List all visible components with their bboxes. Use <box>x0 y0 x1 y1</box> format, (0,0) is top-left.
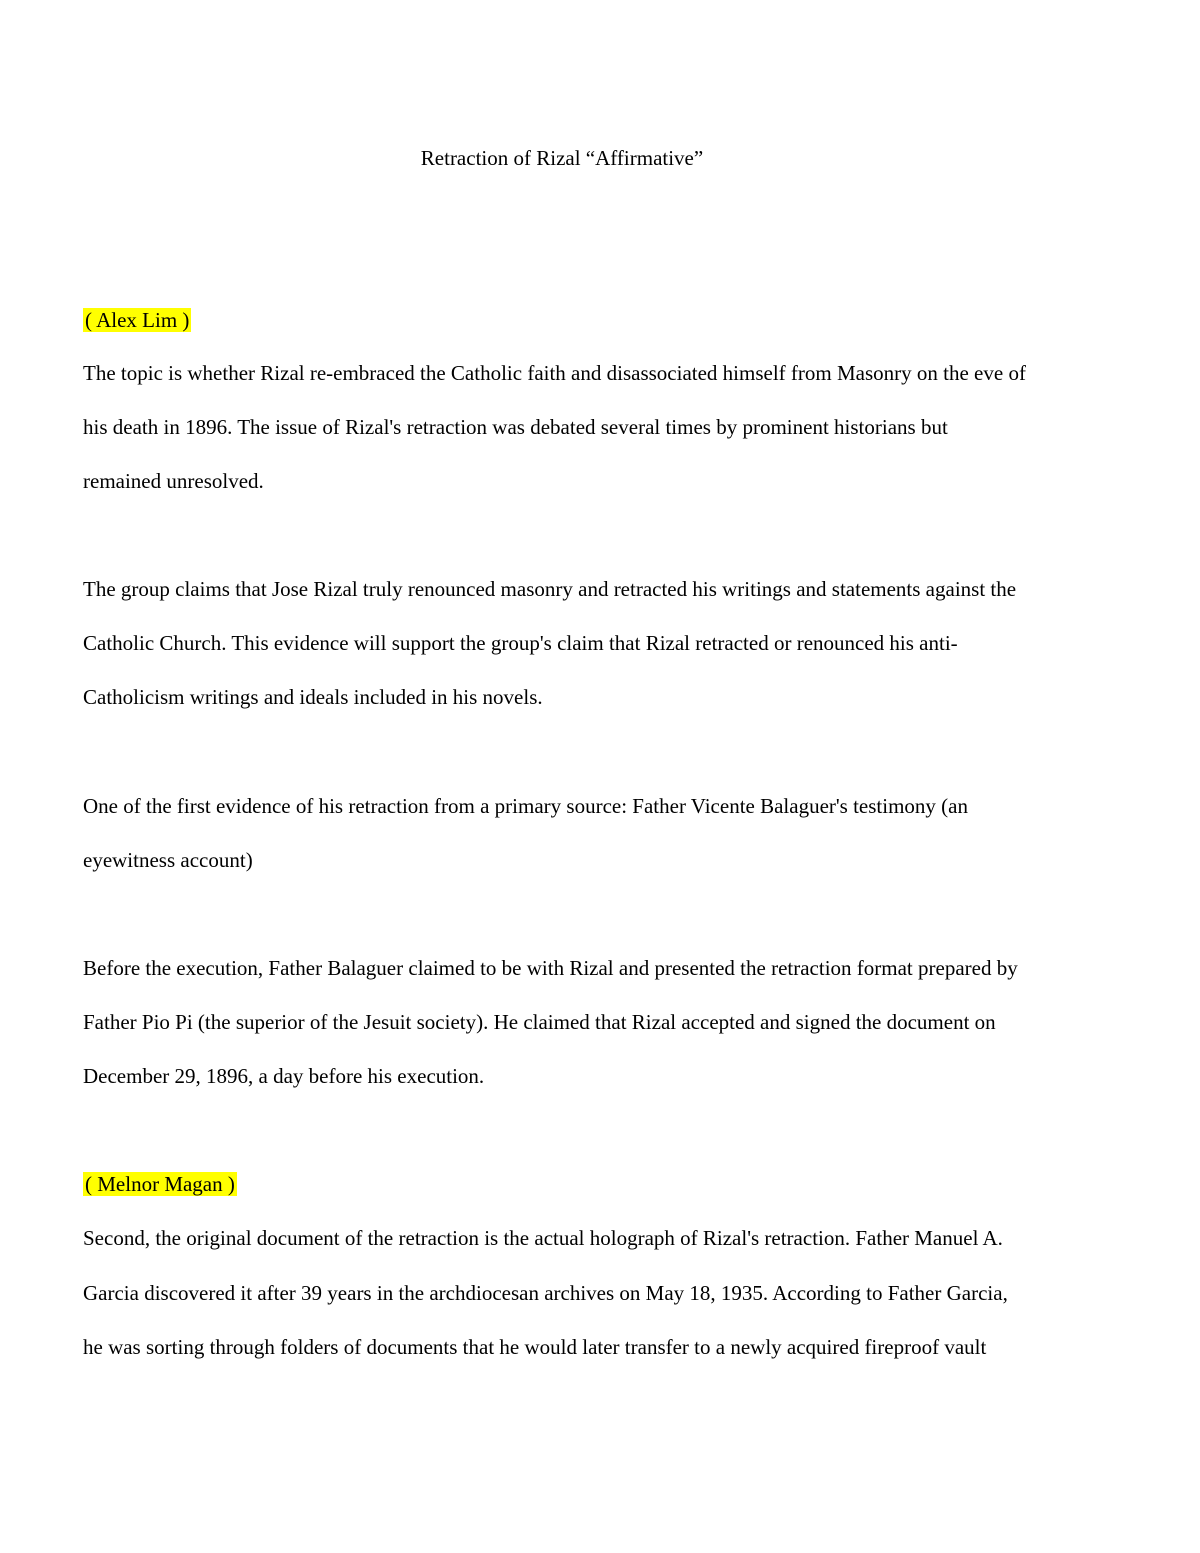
paragraph-5-line-1: Second, the original document of the retraction is the actual holograph of Rizal's retraction. Father Manuel A. <box>83 1226 1003 1250</box>
paragraph-4-line-1: Before the execution, Father Balaguer claimed to be with Rizal and presented the retraction format prepared by <box>83 956 1018 980</box>
paragraph-5-line-2: Garcia discovered it after 39 years in the archdiocesan archives on May 18, 1935. According to Father Garcia, <box>83 1281 1008 1305</box>
paragraph-5-line-3: he was sorting through folders of documents that he would later transfer to a newly acquired fireproof vault <box>83 1335 987 1359</box>
paragraph-2-line-3: Catholicism writings and ideals included in his novels. <box>83 685 543 709</box>
speaker-highlight: ( Melnor Magan ) <box>85 1172 235 1196</box>
speaker-highlight: ( Alex Lim ) <box>85 308 190 332</box>
paragraph-1-line-1: The topic is whether Rizal re-embraced the Catholic faith and disassociated himself from Masonry on the eve of <box>83 361 1026 385</box>
paragraph-4-line-3: December 29, 1896, a day before his execution. <box>83 1064 485 1088</box>
speaker-label-melnor-magan <box>83 1170 237 1198</box>
paragraph-1-line-2: his death in 1896. The issue of Rizal's retraction was debated several times by prominent historians but <box>83 415 948 439</box>
document-title: Retraction of Rizal “Affirmative” <box>420 146 704 170</box>
paragraph-2-line-1: The group claims that Jose Rizal truly renounced masonry and retracted his writings and statements against the <box>83 577 1017 601</box>
paragraph-3-line-2: eyewitness account) <box>83 848 253 872</box>
paragraph-4-line-2: Father Pio Pi (the superior of the Jesuit society). He claimed that Rizal accepted and signed the document on <box>83 1010 996 1034</box>
paragraph-3-line-1: One of the first evidence of his retraction from a primary source: Father Vicente Balaguer's testimony (an <box>83 794 968 818</box>
speaker-label-alex-lim <box>83 306 191 334</box>
paragraph-1-line-3: remained unresolved. <box>83 469 264 493</box>
paragraph-2-line-2: Catholic Church. This evidence will support the group's claim that Rizal retracted or renounced his anti- <box>83 631 958 655</box>
